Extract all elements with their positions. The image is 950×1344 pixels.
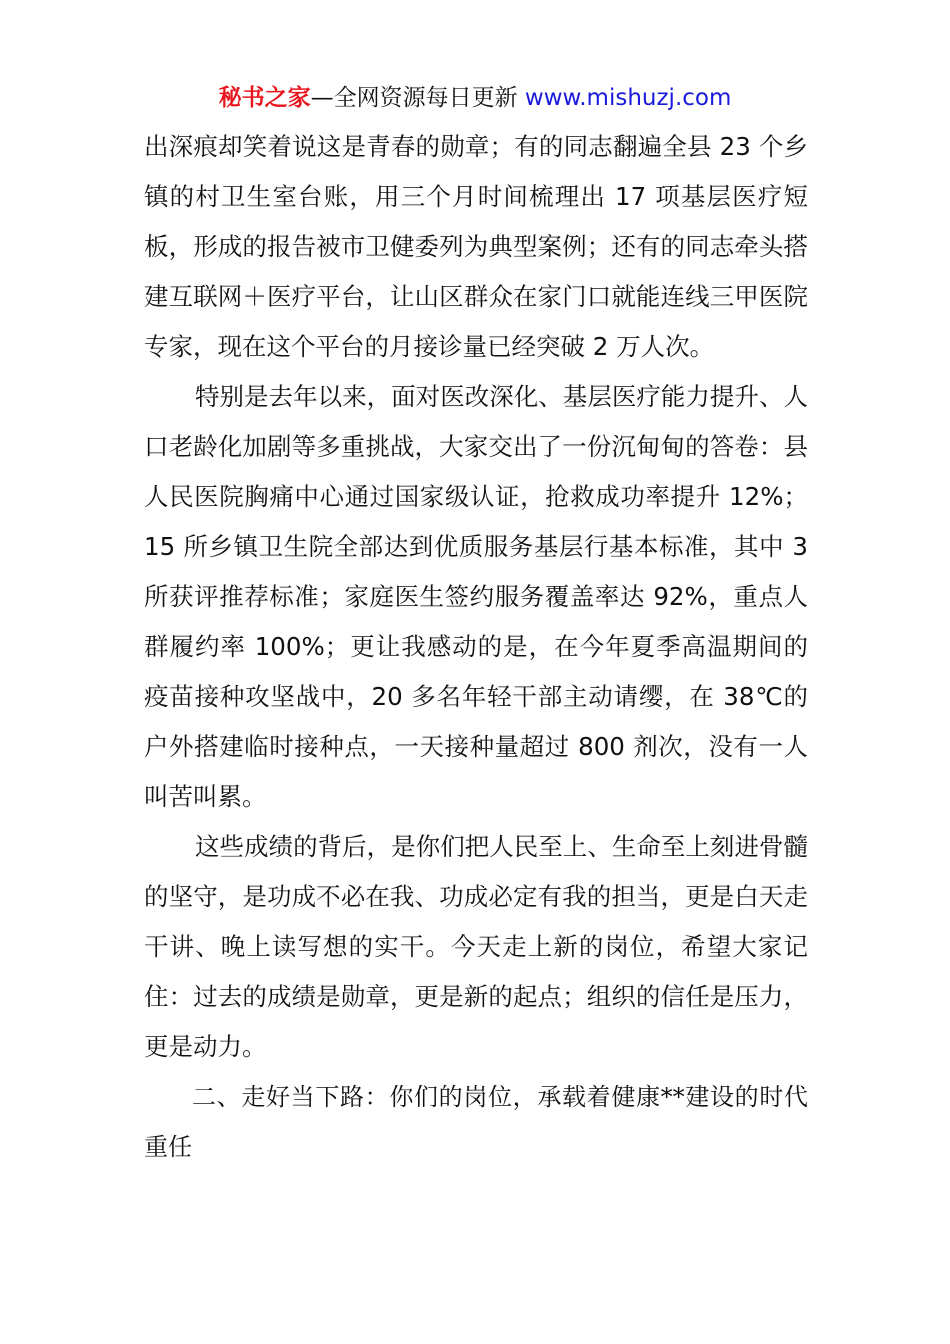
section-heading: 二、走好当下路：你们的岗位，承载着健康**建设的时代重任 [144,1083,808,1161]
paragraph-2: 特别是去年以来，面对医改深化、基层医疗能力提升、人口老龄化加剧等多重挑战，大家交出了一份沉甸甸的答卷：县人民医院胸痛中心通过国家级认证，抢救成功率提升 12%；15 所乡镇卫生院全部达到优质服务基层行基本标准，其中 3 所获评推荐标准；家庭医生签约服务覆盖率达 92%，重点人群履约率 100%；更让我感动的是，在今年夏季高温期间的疫苗接种攻坚战中，20 多名年轻干部主动请缨，在 38℃的户外搭建临时接种点，一天接种量超过 800 剂次，没有一人叫苦叫累。 [144,382,808,811]
header-website-link[interactable]: www.mishuzj.com [524,85,732,111]
header-tagline: —全网资源每日更新 [310,85,525,111]
paragraph-3: 这些成绩的背后，是你们把人民至上、生命至上刻进骨髓的坚守，是功成不必在我、功成必定有我的担当，更是白天走干讲、晚上读写想的实干。今天走上新的岗位，希望大家记住：过去的成绩是勋章，更是新的起点；组织的信任是压力，更是动力。 [144,832,808,1061]
header-brand: 秘书之家 [218,85,311,111]
document-body [144,122,808,1172]
paragraph-1: 出深痕却笑着说这是青春的勋章；有的同志翻遍全县 23 个乡镇的村卫生室台账，用三个月时间梳理出 17 项基层医疗短板，形成的报告被市卫健委列为典型案例；还有的同志牵头搭建互联网＋医疗平台，让山区群众在家门口就能连线三甲医院专家，现在这个平台的月接诊量已经突破 2 万人次。 [144,132,808,361]
page-header [0,78,950,118]
